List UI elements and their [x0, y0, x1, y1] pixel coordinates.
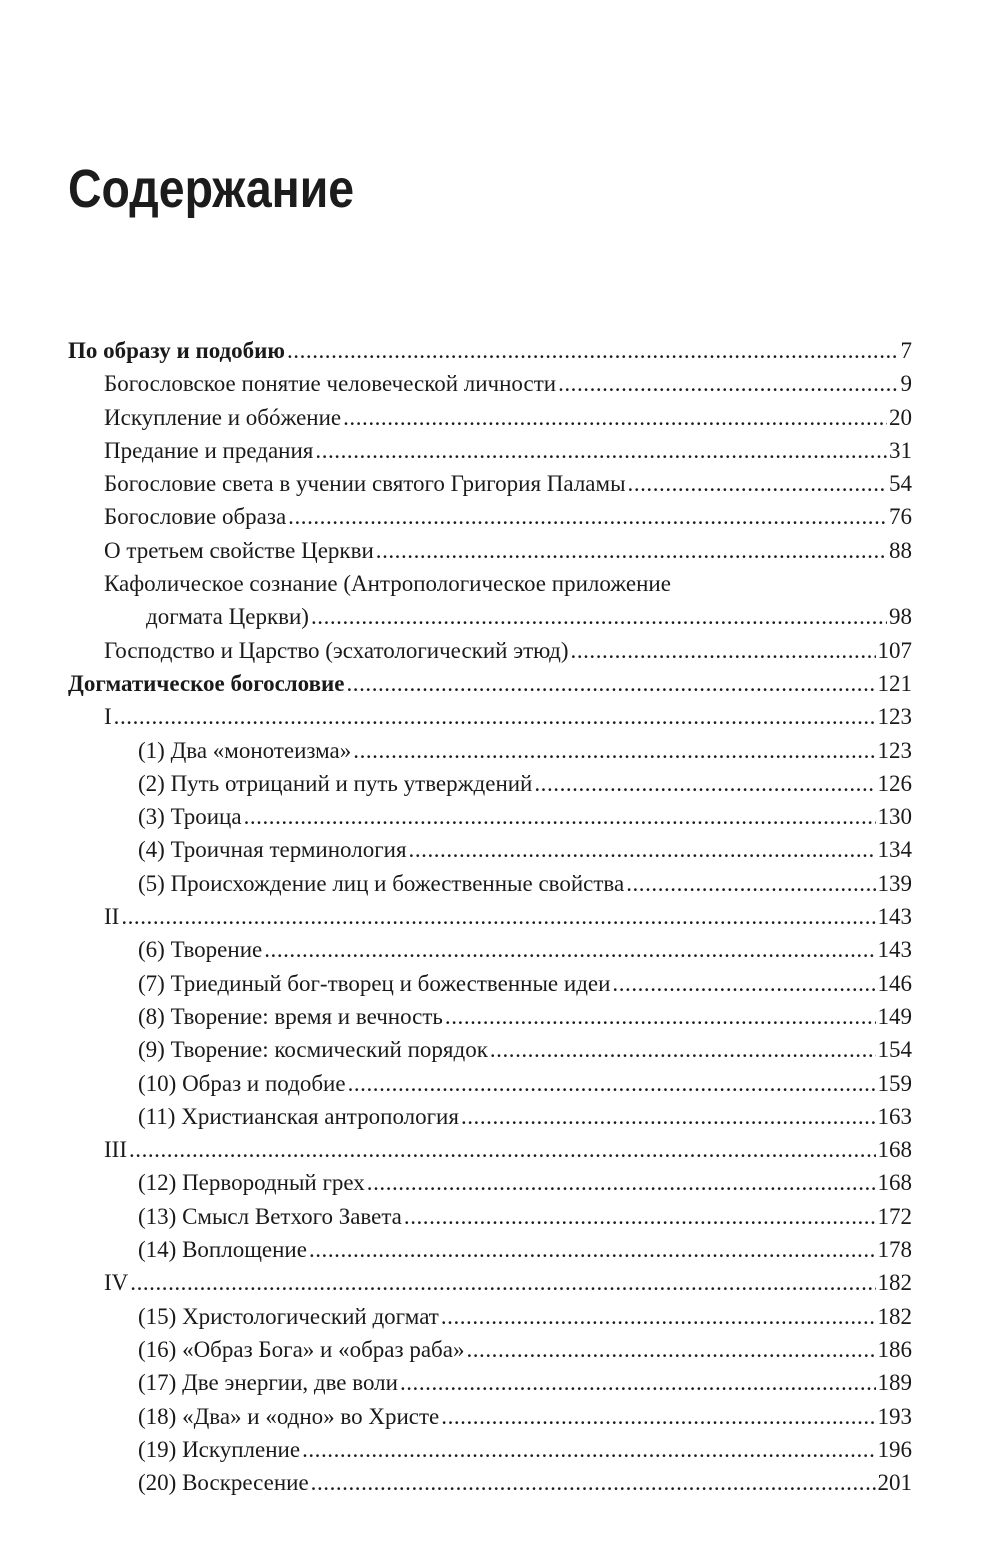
- toc-page-number: 143: [877, 937, 912, 963]
- toc-entry-label: (5) Происхождение лиц и божественные свойства: [138, 870, 625, 896]
- toc-entry: [68, 867, 912, 900]
- dot-leader: [348, 1067, 876, 1100]
- dot-leader: [612, 967, 875, 1000]
- toc-entry-label: (11) Христианская антропология: [138, 1103, 459, 1129]
- dot-leader: [367, 1166, 876, 1199]
- toc-entry: [68, 567, 912, 634]
- toc-entry: [68, 1133, 912, 1166]
- toc-entry-label: (7) Триединый бог-творец и божественные идеи: [138, 970, 611, 996]
- dot-leader: [558, 367, 898, 400]
- toc-page-number: 123: [877, 704, 912, 730]
- dot-leader: [311, 600, 887, 633]
- toc-entry: [68, 1266, 912, 1299]
- toc-entry: [68, 634, 912, 667]
- toc-entry-label: II: [104, 904, 120, 930]
- dot-leader: [534, 767, 875, 800]
- dot-leader: [264, 933, 875, 966]
- toc-entry: [68, 767, 912, 800]
- toc-entry: [68, 367, 912, 400]
- toc-entry: [68, 800, 912, 833]
- toc-page-number: 196: [877, 1436, 912, 1462]
- toc-part-entry: [68, 667, 912, 700]
- dot-leader: [315, 434, 887, 467]
- toc-entry: [68, 1000, 912, 1033]
- toc-entry-label: (15) Христологический догмат: [138, 1303, 439, 1329]
- toc-page-number: 163: [877, 1103, 912, 1129]
- toc-page-number: 139: [877, 870, 912, 896]
- dot-leader: [441, 1300, 876, 1333]
- toc-page-number: 88: [889, 537, 912, 563]
- toc-entry-label: (13) Смысл Ветхого Завета: [138, 1203, 402, 1229]
- toc-page-number: 146: [877, 970, 912, 996]
- toc-entry: [68, 933, 912, 966]
- toc-page-number: 182: [877, 1303, 912, 1329]
- page-title: Содержание: [68, 159, 355, 219]
- toc-entry-label: (12) Первородный грех: [138, 1170, 365, 1196]
- toc-entry-label: Догматическое богословие: [68, 670, 345, 696]
- toc-page-number: 54: [889, 471, 912, 497]
- toc-entry: [68, 1233, 912, 1266]
- toc-entry-label: Богословие света в учении святого Григория Паламы: [104, 471, 626, 497]
- toc-page-number: 20: [889, 404, 912, 430]
- dot-leader: [445, 1000, 876, 1033]
- table-of-contents: [68, 334, 912, 1499]
- toc-page-number: 107: [877, 637, 912, 663]
- toc-entry: [68, 734, 912, 767]
- toc-page-number: 121: [877, 670, 912, 696]
- toc-entry-label: (4) Троичная терминология: [138, 837, 407, 863]
- toc-page-number: 123: [877, 737, 912, 763]
- dot-leader: [129, 1133, 876, 1166]
- dot-leader: [461, 1100, 876, 1133]
- dot-leader: [309, 1233, 876, 1266]
- dot-leader: [311, 1466, 876, 1499]
- toc-page-number: 31: [889, 437, 912, 463]
- toc-entry-label: (17) Две энергии, две воли: [138, 1370, 398, 1396]
- toc-entry-label: По образу и подобию: [68, 338, 285, 363]
- toc-page-number: 168: [877, 1137, 912, 1163]
- toc-page-number: 186: [877, 1336, 912, 1362]
- toc-page-number: 130: [877, 804, 912, 830]
- toc-entry-label: Искупление и обóжение: [104, 404, 342, 430]
- toc-entry-label: I: [104, 704, 112, 730]
- dot-leader: [400, 1366, 876, 1399]
- toc-entry-label: (6) Творение: [138, 937, 263, 963]
- dot-leader: [376, 534, 887, 567]
- toc-entry-label: (8) Творение: время и вечность: [138, 1003, 443, 1029]
- toc-entry: [68, 467, 912, 500]
- toc-page-number: 7: [900, 338, 912, 363]
- dot-leader: [490, 1033, 876, 1066]
- toc-entry-label: (3) Троица: [138, 804, 242, 830]
- toc-entry: [68, 900, 912, 933]
- toc-part-entry: [68, 334, 912, 367]
- toc-entry-label: (10) Образ и подобие: [138, 1070, 346, 1096]
- toc-page-number: 149: [877, 1003, 912, 1029]
- dot-leader: [409, 833, 876, 866]
- toc-entry: [68, 967, 912, 1000]
- toc-page-number: 134: [877, 837, 912, 863]
- toc-entry-label-continued: догмата Церкви): [146, 604, 309, 630]
- toc-page-number: 201: [877, 1470, 912, 1496]
- toc-entry-label: IV: [104, 1270, 129, 1296]
- toc-entry: [68, 434, 912, 467]
- dot-leader: [466, 1333, 875, 1366]
- toc-page-number: 9: [900, 371, 912, 397]
- toc-page-number: 98: [889, 604, 912, 630]
- toc-page-number: 178: [877, 1237, 912, 1263]
- toc-entry-label: Господство и Царство (эсхатологический этюд): [104, 637, 569, 663]
- toc-page-number: 193: [877, 1403, 912, 1429]
- dot-leader: [441, 1400, 875, 1433]
- toc-entry: [68, 534, 912, 567]
- toc-entry: [68, 1067, 912, 1100]
- toc-entry: [68, 833, 912, 866]
- toc-entry: [68, 700, 912, 733]
- toc-entry-label: Богословие образа: [104, 504, 287, 530]
- toc-entry: [68, 1300, 912, 1333]
- toc-entry-label: О третьем свойстве Церкви: [104, 537, 374, 563]
- toc-page-number: 143: [877, 904, 912, 930]
- toc-entry: [68, 1466, 912, 1499]
- toc-entry: [68, 1433, 912, 1466]
- toc-entry: [68, 1333, 912, 1366]
- toc-page-number: 126: [877, 770, 912, 796]
- toc-entry-label: (20) Воскресение: [138, 1470, 309, 1496]
- dot-leader: [353, 734, 875, 767]
- toc-page-number: 168: [877, 1170, 912, 1196]
- toc-entry: [68, 1166, 912, 1199]
- toc-entry-label: Богословское понятие человеческой личности: [104, 371, 557, 397]
- toc-entry-label: (14) Воплощение: [138, 1237, 307, 1263]
- dot-leader: [288, 500, 887, 533]
- toc-entry-label: (9) Творение: космический порядок: [138, 1037, 488, 1063]
- toc-entry: [68, 1366, 912, 1399]
- toc-entry: [68, 1200, 912, 1233]
- dot-leader: [626, 867, 875, 900]
- dot-leader: [130, 1266, 875, 1299]
- toc-entry-label: III: [104, 1137, 127, 1163]
- toc-page-number: 189: [877, 1370, 912, 1396]
- toc-entry-label: Предание и предания: [104, 437, 314, 463]
- toc-page-number: 182: [877, 1270, 912, 1296]
- toc-entry-label: (18) «Два» и «одно» во Христе: [138, 1403, 440, 1429]
- dot-leader: [571, 634, 876, 667]
- toc-entry: [68, 401, 912, 434]
- toc-page-number: 172: [877, 1203, 912, 1229]
- dot-leader: [244, 800, 876, 833]
- toc-entry-label: (1) Два «монотеизма»: [138, 737, 352, 763]
- dot-leader: [404, 1200, 876, 1233]
- dot-leader: [347, 667, 876, 700]
- toc-entry-label: Кафолическое сознание (Антропологическое приложение: [104, 571, 671, 597]
- toc-entry: [68, 1400, 912, 1433]
- toc-page-number: 159: [877, 1070, 912, 1096]
- toc-entry-label: (16) «Образ Бога» и «образ раба»: [138, 1336, 465, 1362]
- dot-leader: [287, 334, 899, 367]
- dot-leader: [114, 700, 876, 733]
- toc-entry-label: (19) Искупление: [138, 1436, 301, 1462]
- dot-leader: [302, 1433, 875, 1466]
- toc-entry: [68, 1033, 912, 1066]
- toc-entry-label: (2) Путь отрицаний и путь утверждений: [138, 770, 533, 796]
- dot-leader: [343, 401, 887, 434]
- toc-page-number: 76: [889, 504, 912, 530]
- toc-page-number: 154: [877, 1037, 912, 1063]
- toc-entry: [68, 1100, 912, 1133]
- dot-leader: [628, 467, 887, 500]
- dot-leader: [121, 900, 875, 933]
- toc-entry: [68, 500, 912, 533]
